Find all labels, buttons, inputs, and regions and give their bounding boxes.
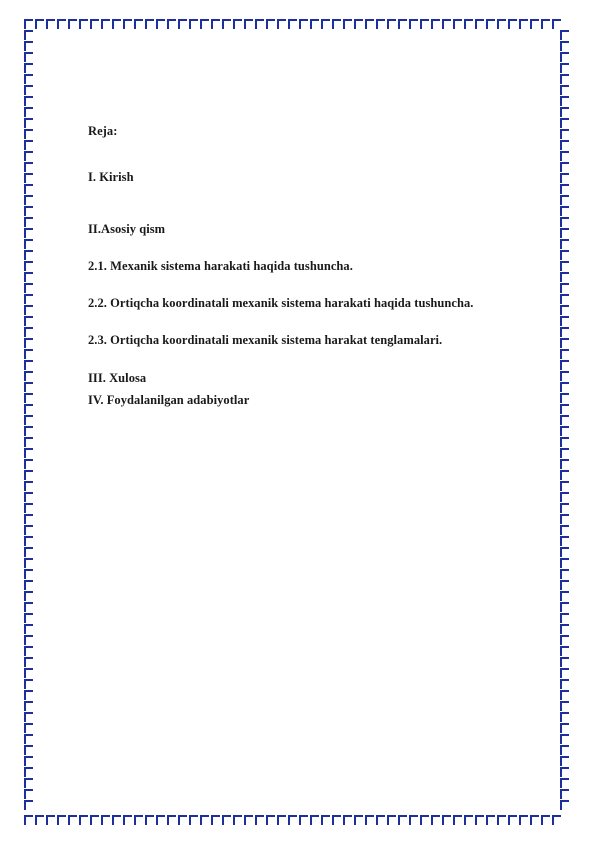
border-glyph [168, 20, 175, 28]
border-glyph [80, 816, 87, 824]
border-glyph [25, 515, 32, 523]
border-glyph [561, 471, 568, 479]
border-glyph [190, 816, 197, 824]
border-glyph [561, 328, 568, 336]
border-glyph [267, 20, 274, 28]
border-glyph [25, 724, 32, 732]
border-glyph [58, 816, 65, 824]
border-glyph [561, 427, 568, 435]
border-glyph [561, 163, 568, 171]
border-glyph [25, 416, 32, 424]
border-glyph [561, 449, 568, 457]
border-glyph [561, 141, 568, 149]
border-glyph [561, 636, 568, 644]
outline-item-2-3: 2.3. Ortiqcha koordinatali mexanik sistema harakat tenglamalari. [88, 333, 443, 347]
border-glyph [25, 86, 32, 94]
border-glyph [333, 816, 340, 824]
border-glyph [245, 816, 252, 824]
border-glyph [267, 816, 274, 824]
border-glyph [25, 647, 32, 655]
border-glyph [25, 526, 32, 534]
border-glyph [234, 816, 241, 824]
outline-item-introduction: I. Kirish [88, 170, 134, 184]
outline-item-conclusion: III. Xulosa [88, 371, 147, 385]
border-glyph [561, 647, 568, 655]
border-glyph [25, 768, 32, 776]
border-glyph [179, 20, 186, 28]
border-glyph [201, 20, 208, 28]
border-glyph [80, 20, 87, 28]
border-glyph [135, 20, 142, 28]
border-glyph [509, 20, 516, 28]
border-glyph [91, 816, 98, 824]
border-glyph [25, 75, 32, 83]
border-glyph [561, 757, 568, 765]
border-glyph [561, 229, 568, 237]
border-glyph [36, 816, 43, 824]
border-glyph [25, 405, 32, 413]
border-glyph [311, 20, 318, 28]
border-glyph [25, 383, 32, 391]
border-glyph [223, 20, 230, 28]
border-glyph [561, 438, 568, 446]
border-glyph [487, 816, 494, 824]
border-glyph [561, 658, 568, 666]
border-glyph [561, 86, 568, 94]
border-glyph [58, 20, 65, 28]
border-glyph [561, 493, 568, 501]
border-glyph [25, 603, 32, 611]
border-glyph [399, 20, 406, 28]
border-glyph [561, 196, 568, 204]
border-glyph [69, 20, 76, 28]
border-glyph [561, 218, 568, 226]
border-glyph [25, 504, 32, 512]
border-glyph [300, 816, 307, 824]
border-glyph [25, 460, 32, 468]
border-glyph [25, 317, 32, 325]
border-glyph [344, 816, 351, 824]
border-glyph [561, 416, 568, 424]
border-glyph [561, 691, 568, 699]
border-glyph [561, 130, 568, 138]
border-glyph [561, 559, 568, 567]
border-glyph [561, 339, 568, 347]
border-glyph [377, 816, 384, 824]
border-glyph [179, 816, 186, 824]
border-glyph [25, 735, 32, 743]
border-glyph [25, 284, 32, 292]
border-glyph [421, 20, 428, 28]
border-glyph [234, 20, 241, 28]
border-glyph [561, 108, 568, 116]
border-glyph [25, 295, 32, 303]
border-glyph [212, 20, 219, 28]
border-glyph [561, 504, 568, 512]
border-glyph [553, 20, 560, 28]
border-glyph [25, 779, 32, 787]
border-glyph [113, 20, 120, 28]
border-glyph [487, 20, 494, 28]
border-glyph [25, 680, 32, 688]
border-glyph [25, 262, 32, 270]
border-glyph [561, 515, 568, 523]
border-glyph [355, 20, 362, 28]
outline-item-2-1: 2.1. Mexanik sistema harakati haqida tushuncha. [88, 259, 353, 273]
border-glyph [25, 581, 32, 589]
border-glyph [561, 350, 568, 358]
border-glyph [561, 592, 568, 600]
border-glyph [25, 449, 32, 457]
outline-heading: Reja: [88, 124, 118, 138]
border-glyph [498, 816, 505, 824]
border-glyph [388, 816, 395, 824]
border-glyph [25, 163, 32, 171]
border-glyph [432, 20, 439, 28]
border-glyph [410, 20, 417, 28]
border-glyph [561, 152, 568, 160]
border-pattern [25, 20, 568, 824]
border-glyph [561, 284, 568, 292]
border-glyph [561, 372, 568, 380]
border-glyph [25, 570, 32, 578]
border-glyph [561, 779, 568, 787]
border-glyph [561, 317, 568, 325]
border-glyph [561, 746, 568, 754]
border-glyph [157, 20, 164, 28]
border-glyph [25, 559, 32, 567]
border-glyph [289, 20, 296, 28]
border-glyph [520, 20, 527, 28]
border-glyph [561, 174, 568, 182]
border-glyph [25, 64, 32, 72]
border-glyph [25, 141, 32, 149]
border-glyph [25, 658, 32, 666]
outline-item-2-2: 2.2. Ortiqcha koordinatali mexanik sistema harakati haqida tushuncha. [88, 296, 474, 310]
border-glyph [201, 816, 208, 824]
border-glyph [454, 816, 461, 824]
border-glyph [124, 816, 131, 824]
border-glyph [561, 669, 568, 677]
border-glyph [476, 20, 483, 28]
border-glyph [561, 53, 568, 61]
border-glyph [25, 816, 32, 824]
border-glyph [561, 614, 568, 622]
border-glyph [69, 816, 76, 824]
border-glyph [36, 20, 43, 28]
border-glyph [498, 20, 505, 28]
border-glyph [25, 229, 32, 237]
border-glyph [190, 20, 197, 28]
border-glyph [25, 636, 32, 644]
border-glyph [113, 816, 120, 824]
border-glyph [25, 669, 32, 677]
border-glyph [531, 20, 538, 28]
border-glyph [432, 816, 439, 824]
border-glyph [561, 702, 568, 710]
border-glyph [25, 152, 32, 160]
border-glyph [256, 20, 263, 28]
border-glyph [561, 273, 568, 281]
border-glyph [25, 801, 32, 809]
border-glyph [561, 801, 568, 809]
border-glyph [561, 383, 568, 391]
border-glyph [102, 20, 109, 28]
border-glyph [25, 185, 32, 193]
border-glyph [561, 735, 568, 743]
border-glyph [561, 768, 568, 776]
border-glyph [561, 42, 568, 50]
border-glyph [25, 790, 32, 798]
border-glyph [561, 405, 568, 413]
border-glyph [146, 20, 153, 28]
border-glyph [25, 757, 32, 765]
border-glyph [561, 537, 568, 545]
border-glyph [146, 816, 153, 824]
border-glyph [212, 816, 219, 824]
border-glyph [344, 20, 351, 28]
border-glyph [25, 746, 32, 754]
border-glyph [561, 306, 568, 314]
border-glyph [410, 816, 417, 824]
border-glyph [454, 20, 461, 28]
border-glyph [561, 295, 568, 303]
border-glyph [25, 240, 32, 248]
border-glyph [333, 20, 340, 28]
border-glyph [25, 493, 32, 501]
border-glyph [476, 816, 483, 824]
border-glyph [509, 816, 516, 824]
border-glyph [322, 816, 329, 824]
border-glyph [561, 394, 568, 402]
border-glyph [531, 816, 538, 824]
border-glyph [377, 20, 384, 28]
border-glyph [25, 328, 32, 336]
border-glyph [520, 816, 527, 824]
border-glyph [135, 816, 142, 824]
border-glyph [399, 816, 406, 824]
border-glyph [561, 680, 568, 688]
border-glyph [561, 251, 568, 259]
border-glyph [278, 816, 285, 824]
border-glyph [443, 20, 450, 28]
border-glyph [25, 361, 32, 369]
border-glyph [25, 97, 32, 105]
border-glyph [245, 20, 252, 28]
border-glyph [25, 251, 32, 259]
border-glyph [561, 119, 568, 127]
border-glyph [25, 273, 32, 281]
outline-item-references: IV. Foydalanilgan adabiyotlar [88, 393, 250, 407]
border-glyph [25, 130, 32, 138]
border-glyph [278, 20, 285, 28]
border-glyph [553, 816, 560, 824]
border-glyph [561, 75, 568, 83]
border-glyph [157, 816, 164, 824]
border-glyph [47, 816, 54, 824]
border-glyph [322, 20, 329, 28]
border-glyph [25, 427, 32, 435]
border-glyph [561, 460, 568, 468]
border-glyph [25, 537, 32, 545]
border-glyph [366, 816, 373, 824]
border-glyph [561, 97, 568, 105]
border-glyph [124, 20, 131, 28]
border-glyph [561, 790, 568, 798]
border-glyph [25, 119, 32, 127]
border-glyph [25, 625, 32, 633]
border-glyph [25, 350, 32, 358]
border-glyph [25, 174, 32, 182]
border-glyph [102, 816, 109, 824]
border-glyph [47, 20, 54, 28]
border-glyph [25, 471, 32, 479]
border-glyph [25, 394, 32, 402]
border-glyph [25, 713, 32, 721]
border-glyph [561, 581, 568, 589]
border-glyph [300, 20, 307, 28]
border-glyph [223, 816, 230, 824]
border-glyph [561, 548, 568, 556]
border-glyph [25, 339, 32, 347]
border-glyph [561, 262, 568, 270]
border-glyph [465, 816, 472, 824]
border-glyph [91, 20, 98, 28]
border-glyph [542, 20, 549, 28]
border-glyph [168, 816, 175, 824]
border-glyph [561, 31, 568, 39]
border-glyph [25, 482, 32, 490]
border-glyph [355, 816, 362, 824]
border-glyph [256, 816, 263, 824]
border-glyph [561, 240, 568, 248]
border-glyph [289, 816, 296, 824]
border-glyph [25, 31, 32, 39]
border-glyph [561, 526, 568, 534]
border-glyph [561, 482, 568, 490]
border-glyph [311, 816, 318, 824]
border-glyph [561, 724, 568, 732]
border-glyph [542, 816, 549, 824]
border-glyph [388, 20, 395, 28]
border-glyph [25, 438, 32, 446]
border-glyph [465, 20, 472, 28]
border-glyph [561, 570, 568, 578]
border-glyph [25, 306, 32, 314]
border-glyph [25, 196, 32, 204]
border-glyph [25, 207, 32, 215]
border-glyph [25, 20, 32, 28]
border-glyph [25, 592, 32, 600]
border-glyph [561, 185, 568, 193]
outline-item-main-part: II.Asosiy qism [88, 222, 166, 236]
border-glyph [561, 713, 568, 721]
border-glyph [25, 372, 32, 380]
border-glyph [421, 816, 428, 824]
border-glyph [25, 53, 32, 61]
border-glyph [561, 361, 568, 369]
border-glyph [561, 64, 568, 72]
border-glyph [25, 614, 32, 622]
border-glyph [25, 42, 32, 50]
border-glyph [25, 548, 32, 556]
border-glyph [25, 702, 32, 710]
border-glyph [25, 108, 32, 116]
border-glyph [25, 218, 32, 226]
border-glyph [561, 207, 568, 215]
border-glyph [366, 20, 373, 28]
border-glyph [561, 603, 568, 611]
border-glyph [25, 691, 32, 699]
border-glyph [561, 625, 568, 633]
border-glyph [443, 816, 450, 824]
